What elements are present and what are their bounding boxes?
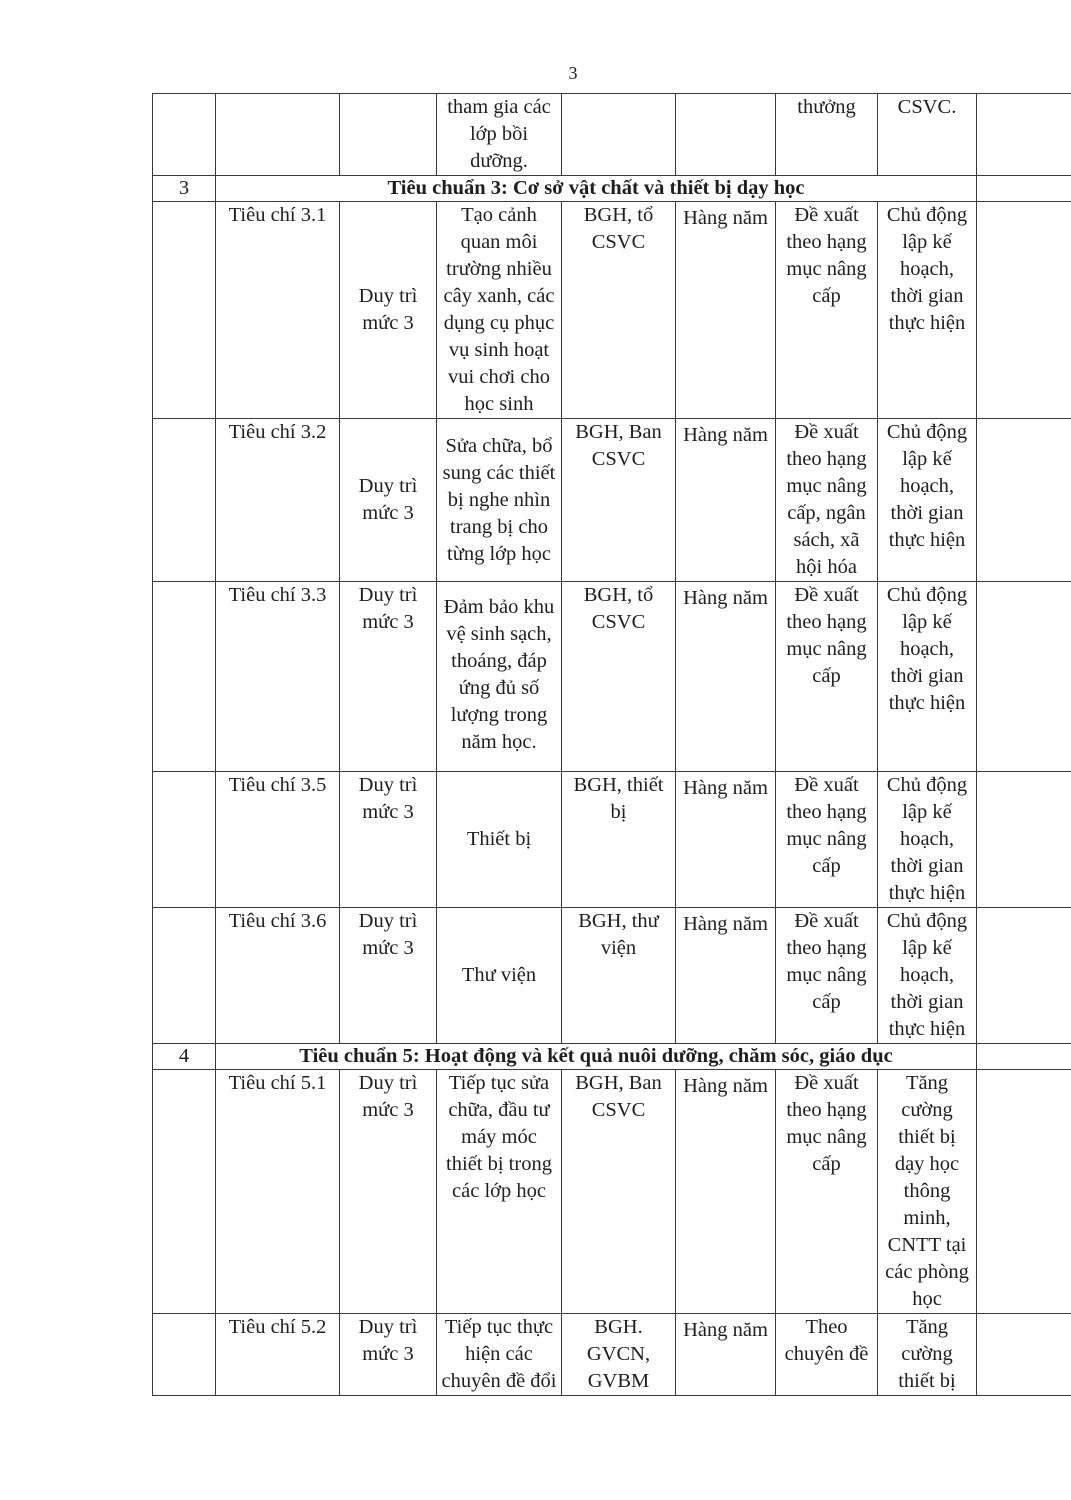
table-cell	[977, 94, 1071, 176]
note-cell: Chủ động lập kế hoạch, thời gian thực hiện	[878, 772, 977, 908]
table-row	[153, 1070, 1071, 1314]
responsible-cell: BGH, tổ CSVC	[562, 582, 676, 772]
section-number: 3	[153, 176, 216, 202]
criterion-cell: Tiêu chí 5.1	[216, 1070, 340, 1314]
solution-cell: Thư viện	[437, 908, 562, 1044]
responsible-cell: BGH, thư viện	[562, 908, 676, 1044]
resource-cell: Đề xuất theo hạng mục nâng cấp	[776, 582, 878, 772]
table-row	[153, 582, 1071, 772]
level-cell: Duy trì mức 3	[340, 1314, 437, 1396]
table-cell	[153, 772, 216, 908]
resource-cell: Đề xuất theo hạng mục nâng cấp	[776, 202, 878, 419]
time-cell: Hàng năm	[676, 582, 776, 772]
responsible-cell: BGH, Ban CSVC	[562, 419, 676, 582]
time-cell: Hàng năm	[676, 908, 776, 1044]
solution-cell: tham gia các lớp bồi dưỡng.	[437, 94, 562, 176]
time-cell: Hàng năm	[676, 1314, 776, 1396]
criterion-cell: Tiêu chí 3.5	[216, 772, 340, 908]
time-cell: Hàng năm	[676, 419, 776, 582]
improvement-plan-table	[152, 93, 1071, 1396]
criterion-cell: Tiêu chí 5.2	[216, 1314, 340, 1396]
table-cell	[153, 94, 216, 176]
solution-cell: Sửa chữa, bổ sung các thiết bị nghe nhìn trang bị cho từng lớp học	[437, 419, 562, 582]
table-cell	[977, 202, 1071, 419]
criterion-cell: Tiêu chí 3.2	[216, 419, 340, 582]
note-cell: Chủ động lập kế hoạch, thời gian thực hiện	[878, 908, 977, 1044]
table-cell	[977, 1314, 1071, 1396]
responsible-cell: BGH, Ban CSVC	[562, 1070, 676, 1314]
table-cell	[977, 908, 1071, 1044]
note-cell: Chủ động lập kế hoạch, thời gian thực hiện	[878, 202, 977, 419]
solution-cell: Tạo cảnh quan môi trường nhiều cây xanh, các dụng cụ phục vụ sinh hoạt vui chơi cho học sinh	[437, 202, 562, 419]
table-cell	[562, 94, 676, 176]
table-cell	[977, 1070, 1071, 1314]
table-cell	[153, 202, 216, 419]
table-cell	[977, 772, 1071, 908]
table-row	[153, 202, 1071, 419]
resource-cell: Đề xuất theo hạng mục nâng cấp	[776, 772, 878, 908]
criterion-cell: Tiêu chí 3.1	[216, 202, 340, 419]
solution-cell: Đảm bảo khu vệ sinh sạch, thoáng, đáp ứng đủ số lượng trong năm học.	[437, 582, 562, 772]
resource-cell: Đề xuất theo hạng mục nâng cấp	[776, 908, 878, 1044]
resource-cell: Theo chuyên đề	[776, 1314, 878, 1396]
table-cell	[153, 1070, 216, 1314]
table-cell	[977, 419, 1071, 582]
section-title: Tiêu chuẩn 3: Cơ sở vật chất và thiết bị dạy học	[216, 176, 977, 202]
note-cell: CSVC.	[878, 94, 977, 176]
responsible-cell: BGH, tổ CSVC	[562, 202, 676, 419]
table-row	[153, 419, 1071, 582]
table-row	[153, 1314, 1071, 1396]
resource-cell: Đề xuất theo hạng mục nâng cấp	[776, 1070, 878, 1314]
solution-cell: Tiếp tục sửa chữa, đầu tư máy móc thiết bị trong các lớp học	[437, 1070, 562, 1314]
table-row-continuation	[153, 94, 1071, 176]
section-header-row	[153, 1044, 1071, 1070]
level-cell: Duy trì mức 3	[340, 772, 437, 908]
resource-cell: Đề xuất theo hạng mục nâng cấp, ngân sách, xã hội hóa	[776, 419, 878, 582]
table-row	[153, 908, 1071, 1044]
note-cell: Tăng cường thiết bị	[878, 1314, 977, 1396]
table-cell	[153, 582, 216, 772]
time-cell: Hàng năm	[676, 772, 776, 908]
section-title: Tiêu chuẩn 5: Hoạt động và kết quả nuôi dưỡng, chăm sóc, giáo dục	[216, 1044, 977, 1070]
criterion-cell: Tiêu chí 3.3	[216, 582, 340, 772]
page-number: 3	[568, 63, 578, 83]
table-cell	[340, 94, 437, 176]
table-row	[153, 772, 1071, 908]
table-cell	[153, 908, 216, 1044]
level-cell: Duy trì mức 3	[340, 202, 437, 419]
time-cell: Hàng năm	[676, 202, 776, 419]
table-cell	[216, 94, 340, 176]
time-cell: Hàng năm	[676, 1070, 776, 1314]
note-cell: Tăng cường thiết bị dạy học thông minh, CNTT tại các phòng học	[878, 1070, 977, 1314]
solution-cell: Thiết bị	[437, 772, 562, 908]
criterion-cell: Tiêu chí 3.6	[216, 908, 340, 1044]
table-cell	[977, 1044, 1071, 1070]
table-cell	[153, 419, 216, 582]
level-cell: Duy trì mức 3	[340, 582, 437, 772]
level-cell: Duy trì mức 3	[340, 419, 437, 582]
note-cell: Chủ động lập kế hoạch, thời gian thực hiện	[878, 582, 977, 772]
table-cell	[153, 1314, 216, 1396]
resource-cell: thưởng	[776, 94, 878, 176]
table-cell	[676, 94, 776, 176]
table-cell	[977, 176, 1071, 202]
solution-cell: Tiếp tục thực hiện các chuyên đề đổi	[437, 1314, 562, 1396]
section-header-row	[153, 176, 1071, 202]
responsible-cell: BGH. GVCN, GVBM	[562, 1314, 676, 1396]
level-cell: Duy trì mức 3	[340, 908, 437, 1044]
table-cell	[977, 582, 1071, 772]
level-cell: Duy trì mức 3	[340, 1070, 437, 1314]
responsible-cell: BGH, thiết bị	[562, 772, 676, 908]
note-cell: Chủ động lập kế hoạch, thời gian thực hiện	[878, 419, 977, 582]
section-number: 4	[153, 1044, 216, 1070]
